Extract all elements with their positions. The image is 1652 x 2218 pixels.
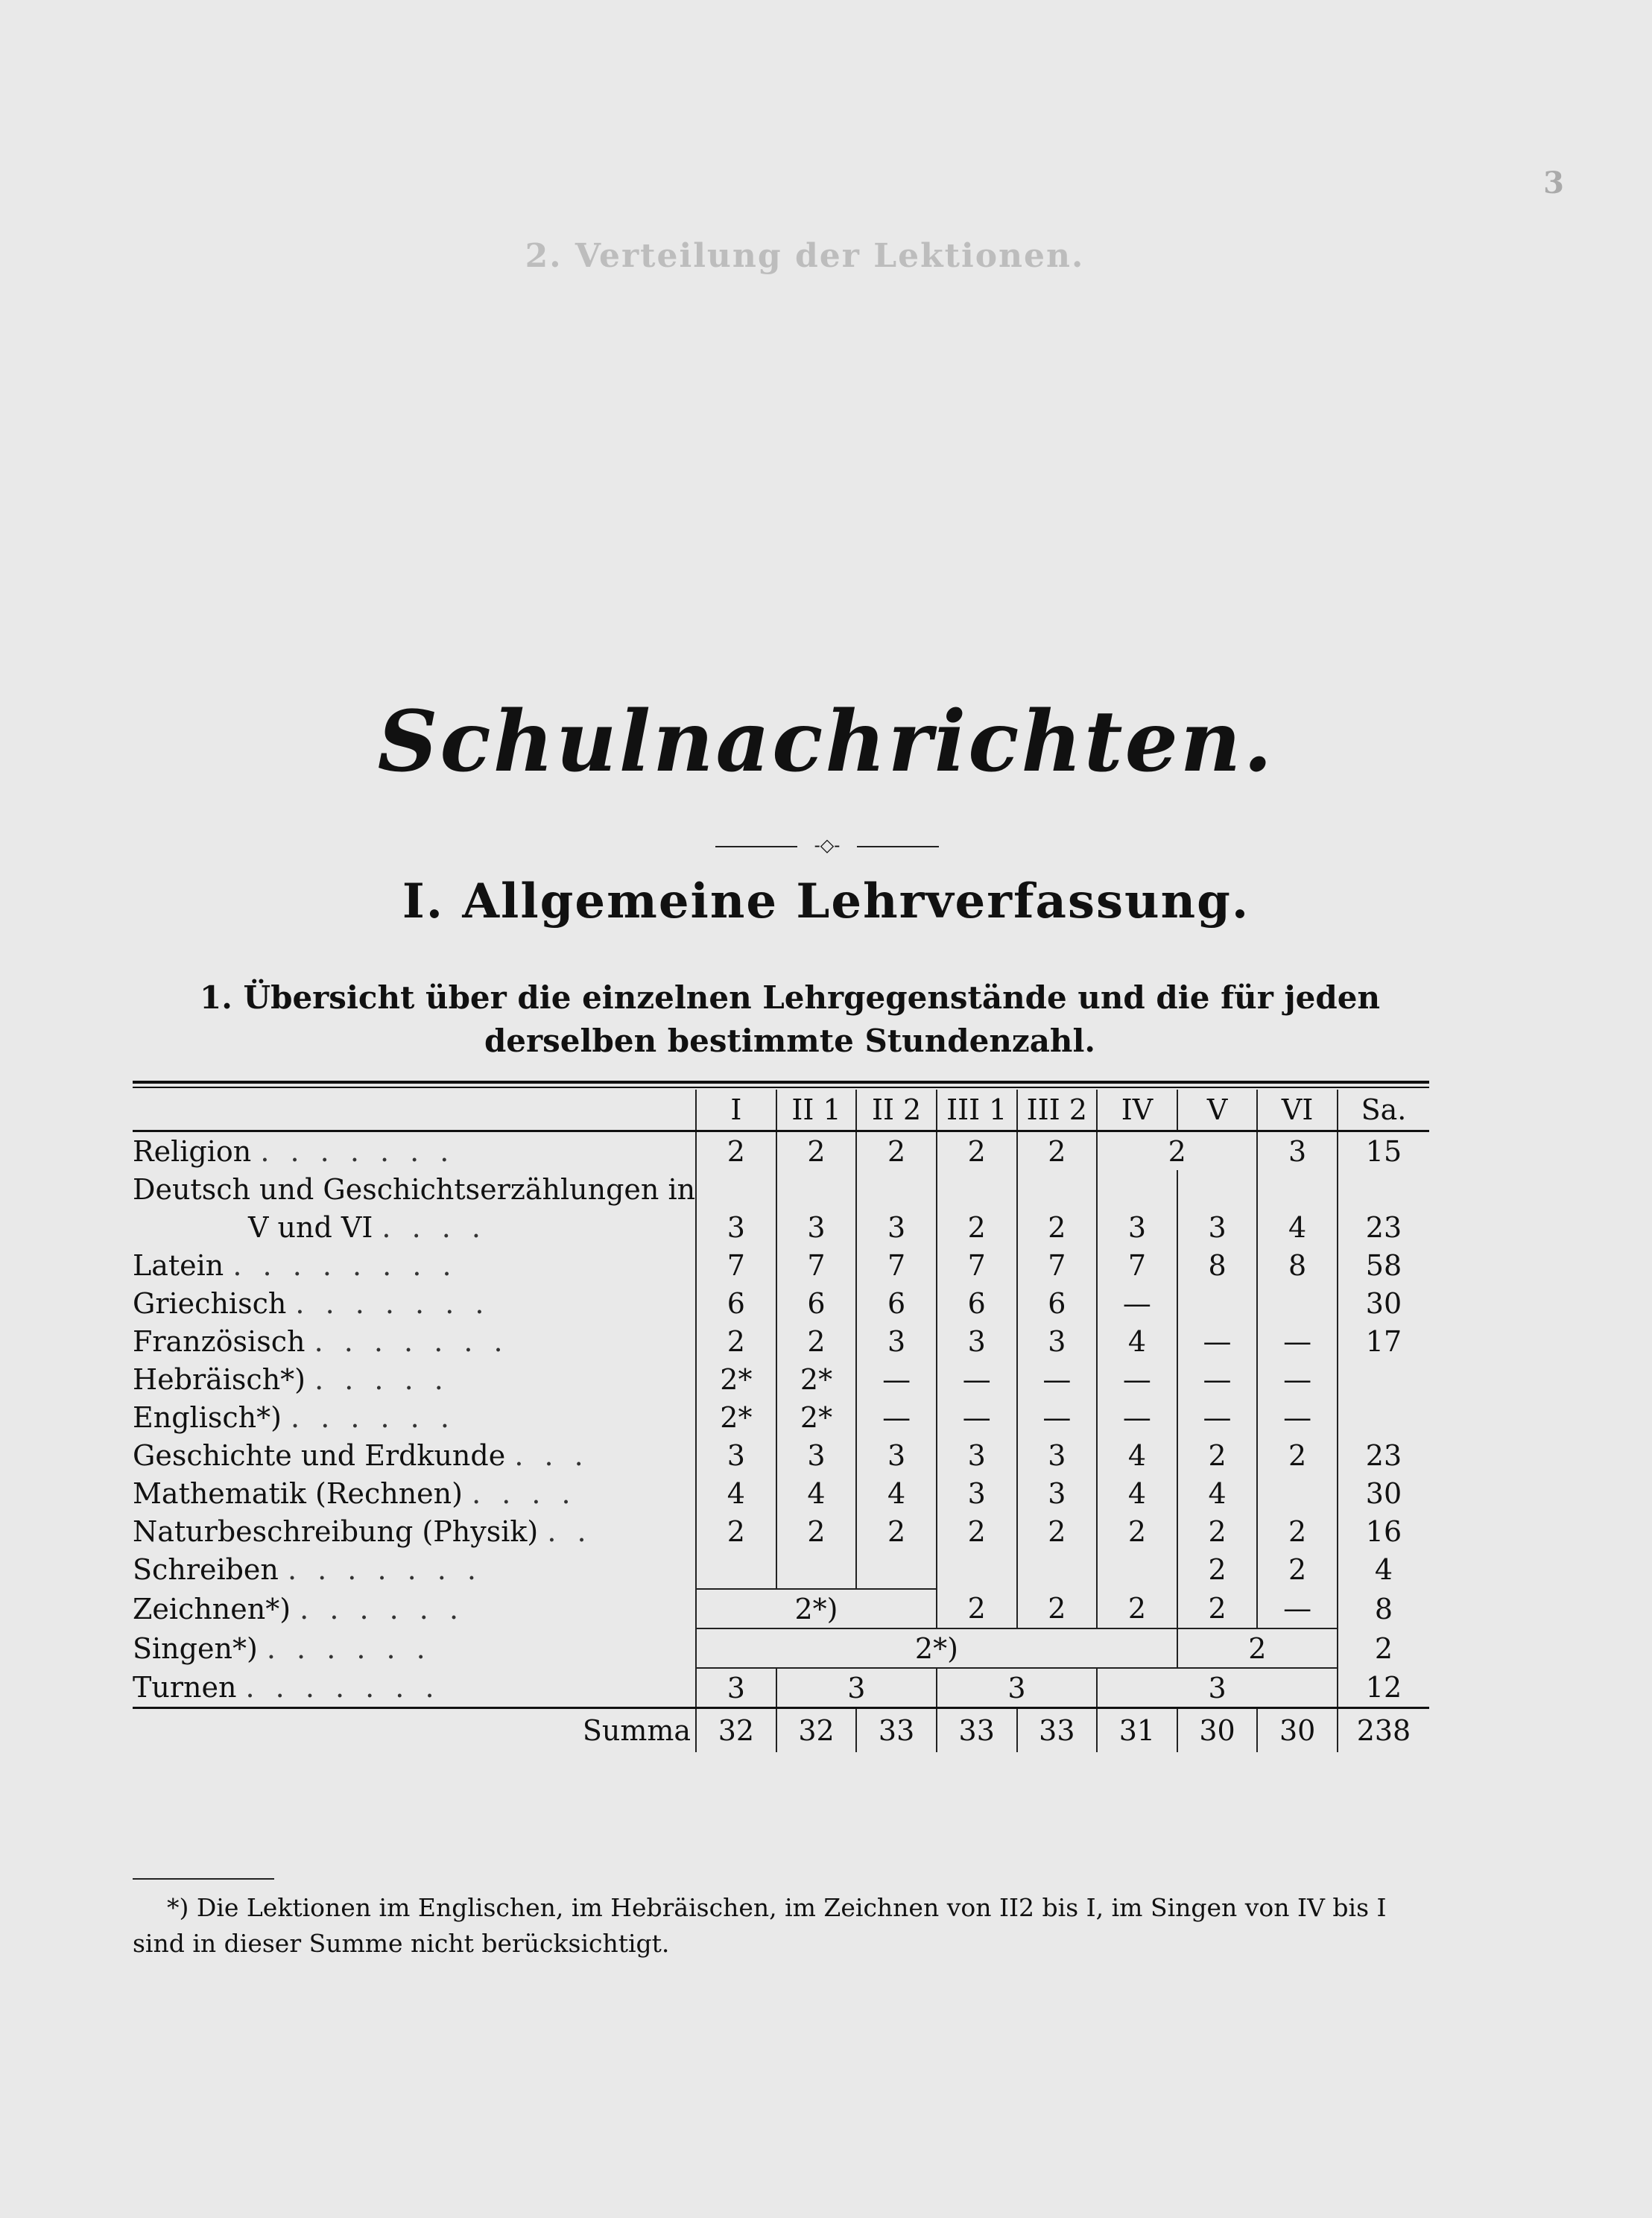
- subject-cell: Französisch . . . . . . .: [133, 1324, 509, 1358]
- hours-cell: —: [1177, 1322, 1258, 1360]
- hours-cell: 3: [696, 1208, 776, 1246]
- table-row: [133, 1170, 1429, 1208]
- header-class-iii1: III 1: [937, 1090, 1017, 1131]
- subject-cell: Religion . . . . . . .: [133, 1134, 455, 1168]
- hours-cell: 2*: [776, 1360, 857, 1398]
- hours-cell: 4: [1177, 1474, 1258, 1512]
- hours-cell: [1177, 1284, 1258, 1322]
- hours-cell: 3: [1097, 1208, 1177, 1246]
- subject-cell: Mathematik (Rechnen) . . . .: [133, 1476, 577, 1510]
- footnote-rule: [133, 1878, 274, 1880]
- hours-cell: 2*: [696, 1360, 776, 1398]
- table-row: [133, 1360, 1429, 1398]
- hours-cell: 2: [937, 1512, 1017, 1550]
- page-number: 3: [1543, 165, 1564, 200]
- table-top-rule: [133, 1081, 1429, 1084]
- subject-cell: Turnen . . . . . . .: [133, 1671, 440, 1704]
- hours-cell: 6: [937, 1284, 1017, 1322]
- header-subject: [133, 1090, 696, 1131]
- ornament-line-right: [857, 846, 939, 847]
- hours-cell: 2: [1017, 1208, 1098, 1246]
- subject-cell: Deutsch und Geschichtserzählungen in: [133, 1172, 696, 1206]
- hours-cell: 3: [776, 1436, 857, 1474]
- total-cell: [1338, 1170, 1429, 1208]
- total-cell: 12: [1338, 1668, 1429, 1708]
- hours-cell: 3: [1017, 1474, 1098, 1512]
- sum-row: [133, 1708, 1429, 1753]
- subject-cell: Zeichnen*) . . . . . .: [133, 1592, 465, 1625]
- total-cell: 4: [1338, 1550, 1429, 1589]
- hours-cell: —: [856, 1360, 937, 1398]
- title-ornament: [715, 835, 939, 856]
- hours-cell: 2: [776, 1512, 857, 1550]
- hours-cell: 3: [696, 1436, 776, 1474]
- hours-cell: [937, 1170, 1017, 1208]
- table-row: [133, 1246, 1429, 1284]
- sum-cell: 31: [1097, 1708, 1177, 1753]
- hours-cell: 3: [1257, 1131, 1338, 1171]
- sum-cell: 30: [1257, 1708, 1338, 1753]
- total-cell: 17: [1338, 1322, 1429, 1360]
- hours-cell: 3: [1017, 1436, 1098, 1474]
- hours-cell: [937, 1550, 1017, 1589]
- sum-cell: 32: [776, 1708, 857, 1753]
- hours-cell: 3: [856, 1322, 937, 1360]
- hours-cell: 3: [937, 1322, 1017, 1360]
- sum-cell: 33: [856, 1708, 937, 1753]
- hours-cell-i-iv: 2*): [696, 1628, 1177, 1668]
- hours-cell-iii: 3: [937, 1668, 1097, 1708]
- total-cell: 58: [1338, 1246, 1429, 1284]
- hours-cell: 2: [856, 1131, 937, 1171]
- hours-cell: [1257, 1284, 1338, 1322]
- hours-cell-iv-v: 2: [1097, 1131, 1257, 1171]
- hours-cell: 4: [1097, 1474, 1177, 1512]
- sum-cell: 33: [937, 1708, 1017, 1753]
- hours-cell: [776, 1170, 857, 1208]
- hours-cell: 3: [937, 1436, 1017, 1474]
- hours-cell: —: [1177, 1398, 1258, 1436]
- subject-cell: V und VI . . . .: [248, 1210, 487, 1244]
- total-cell: 30: [1338, 1474, 1429, 1512]
- hours-cell: 2: [1017, 1131, 1098, 1171]
- hours-cell-v-vi: 2: [1177, 1628, 1338, 1668]
- header-class-ii1: II 1: [776, 1090, 857, 1131]
- hours-cell-ii: 3: [776, 1668, 937, 1708]
- hours-cell: 4: [1097, 1322, 1177, 1360]
- sum-cell: 32: [696, 1708, 776, 1753]
- header-class-vi: VI: [1257, 1090, 1338, 1131]
- table-row: [133, 1131, 1429, 1171]
- subject-cell: Naturbeschreibung (Physik) . .: [133, 1514, 592, 1548]
- hours-cell: —: [856, 1398, 937, 1436]
- sum-label: Summa: [133, 1708, 696, 1753]
- header-class-ii2: II 2: [856, 1090, 937, 1131]
- lesson-hours-table: [133, 1090, 1429, 1752]
- hours-cell: —: [1097, 1360, 1177, 1398]
- table-header-row: [133, 1090, 1429, 1131]
- hours-cell: 2: [696, 1512, 776, 1550]
- subject-cell: Singen*) . . . . . .: [133, 1631, 431, 1665]
- table-row: [133, 1322, 1429, 1360]
- table-row: [133, 1208, 1429, 1246]
- sum-cell: 30: [1177, 1708, 1258, 1753]
- hours-cell: —: [1097, 1284, 1177, 1322]
- hours-cell: 2: [1177, 1512, 1258, 1550]
- hours-cell: —: [1097, 1398, 1177, 1436]
- hours-cell-i-ii2: 2*): [696, 1589, 937, 1628]
- hours-cell: 6: [696, 1284, 776, 1322]
- total-cell: 8: [1338, 1589, 1429, 1628]
- table-top-rule-thin: [133, 1087, 1429, 1088]
- hours-cell: 8: [1177, 1246, 1258, 1284]
- hours-cell: 4: [776, 1474, 857, 1512]
- hours-cell: [1257, 1170, 1338, 1208]
- hours-cell: 2: [1257, 1436, 1338, 1474]
- table-row: [133, 1628, 1429, 1668]
- hours-cell: 2: [937, 1208, 1017, 1246]
- header-total: Sa.: [1338, 1090, 1429, 1131]
- hours-cell: [1097, 1170, 1177, 1208]
- hours-cell: 4: [1257, 1208, 1338, 1246]
- hours-cell: [856, 1170, 937, 1208]
- hours-cell-iv-vi: 3: [1097, 1668, 1338, 1708]
- hours-cell: 6: [776, 1284, 857, 1322]
- hours-cell: —: [1257, 1398, 1338, 1436]
- table-row: [133, 1398, 1429, 1436]
- hours-cell: 2: [1177, 1436, 1258, 1474]
- table-row: [133, 1589, 1429, 1628]
- hours-cell: 2*: [776, 1398, 857, 1436]
- total-cell: [1338, 1398, 1429, 1436]
- hours-cell: [696, 1170, 776, 1208]
- hours-cell: 7: [776, 1246, 857, 1284]
- hours-cell-i: 3: [696, 1668, 776, 1708]
- hours-cell: 4: [856, 1474, 937, 1512]
- hours-cell: 2: [856, 1512, 937, 1550]
- hours-cell: 2: [1097, 1512, 1177, 1550]
- footnote: *) Die Lektionen im Englischen, im Hebräischen, im Zeichnen von II2 bis I, im Singen von IV bis I sind in dieser Summe nicht berücksichtigt.: [133, 1893, 1387, 1958]
- hours-cell: 2: [696, 1322, 776, 1360]
- total-cell: 23: [1338, 1208, 1429, 1246]
- hours-cell: —: [1177, 1360, 1258, 1398]
- hours-cell: 3: [1017, 1322, 1098, 1360]
- hours-cell: 2: [1017, 1589, 1098, 1628]
- hours-cell: 4: [1097, 1436, 1177, 1474]
- header-class-i: I: [696, 1090, 776, 1131]
- hours-cell: 2: [1177, 1550, 1258, 1589]
- hours-cell: 7: [856, 1246, 937, 1284]
- sum-total-cell: 238: [1338, 1708, 1429, 1753]
- hours-cell: 2: [1177, 1589, 1258, 1628]
- hours-cell: —: [937, 1360, 1017, 1398]
- total-cell: [1338, 1360, 1429, 1398]
- total-cell: 30: [1338, 1284, 1429, 1322]
- hours-cell: 6: [856, 1284, 937, 1322]
- hours-cell: [1097, 1550, 1177, 1589]
- hours-cell: [1017, 1550, 1098, 1589]
- subject-cell: Geschichte und Erdkunde . . .: [133, 1438, 589, 1472]
- ornament-diamond-icon: -◇-: [814, 835, 841, 856]
- hours-cell: [1177, 1170, 1258, 1208]
- hours-cell: 2: [696, 1131, 776, 1171]
- hours-cell: —: [937, 1398, 1017, 1436]
- bleed-through-header: 2. Verteilung der Lektionen.: [525, 237, 1085, 275]
- total-cell: 2: [1338, 1628, 1429, 1668]
- hours-cell: 6: [1017, 1284, 1098, 1322]
- header-class-iv: IV: [1097, 1090, 1177, 1131]
- section-heading: I. Allgemeine Lehrverfassung.: [402, 873, 1250, 929]
- hours-cell: 4: [696, 1474, 776, 1512]
- subject-cell: Hebräisch*) . . . . .: [133, 1362, 449, 1396]
- table-row: [133, 1284, 1429, 1322]
- subject-cell: Englisch*) . . . . . .: [133, 1400, 455, 1434]
- header-class-iii2: III 2: [1017, 1090, 1098, 1131]
- ornament-line-left: [715, 846, 797, 847]
- hours-cell: 2: [776, 1322, 857, 1360]
- table-row: [133, 1668, 1429, 1708]
- hours-cell: 8: [1257, 1246, 1338, 1284]
- subject-cell: Schreiben . . . . . . .: [133, 1553, 483, 1586]
- hours-cell: —: [1257, 1322, 1338, 1360]
- hours-cell: 7: [696, 1246, 776, 1284]
- hours-cell: 2: [1257, 1550, 1338, 1589]
- hours-cell: 2*: [696, 1398, 776, 1436]
- hours-cell: 7: [1017, 1246, 1098, 1284]
- total-cell: 16: [1338, 1512, 1429, 1550]
- hours-cell: [696, 1550, 776, 1589]
- hours-cell: 3: [937, 1474, 1017, 1512]
- hours-cell: [856, 1550, 937, 1589]
- page-title: Schulnachrichten.: [377, 693, 1275, 791]
- hours-cell: —: [1257, 1360, 1338, 1398]
- table-row: [133, 1436, 1429, 1474]
- hours-cell: 2: [937, 1589, 1017, 1628]
- subject-cell: Latein . . . . . . . .: [133, 1248, 458, 1282]
- hours-cell: 2: [776, 1131, 857, 1171]
- table-row: [133, 1474, 1429, 1512]
- hours-cell: —: [1257, 1589, 1338, 1628]
- hours-cell: 3: [1177, 1208, 1258, 1246]
- hours-cell: 2: [1017, 1512, 1098, 1550]
- sum-cell: 33: [1017, 1708, 1098, 1753]
- total-cell: 23: [1338, 1436, 1429, 1474]
- hours-cell: 3: [856, 1208, 937, 1246]
- hours-cell: —: [1017, 1360, 1098, 1398]
- hours-cell: 7: [1097, 1246, 1177, 1284]
- hours-cell: [1017, 1170, 1098, 1208]
- hours-cell: 2: [1257, 1512, 1338, 1550]
- hours-cell: 2: [1097, 1589, 1177, 1628]
- header-class-v: V: [1177, 1090, 1258, 1131]
- hours-cell: [1257, 1474, 1338, 1512]
- table-caption: 1. Übersicht über die einzelnen Lehrgegenstände und die für jeden derselben bestimmte Stundenzahl.: [199, 979, 1380, 1059]
- hours-cell: —: [1017, 1398, 1098, 1436]
- table-row: [133, 1550, 1429, 1589]
- subject-cell: Griechisch . . . . . . .: [133, 1286, 490, 1320]
- hours-cell: 2: [937, 1131, 1017, 1171]
- hours-cell: 3: [776, 1208, 857, 1246]
- hours-cell: 3: [856, 1436, 937, 1474]
- total-cell: 15: [1338, 1131, 1429, 1171]
- hours-cell: 7: [937, 1246, 1017, 1284]
- table-row: [133, 1512, 1429, 1550]
- hours-cell: [776, 1550, 857, 1589]
